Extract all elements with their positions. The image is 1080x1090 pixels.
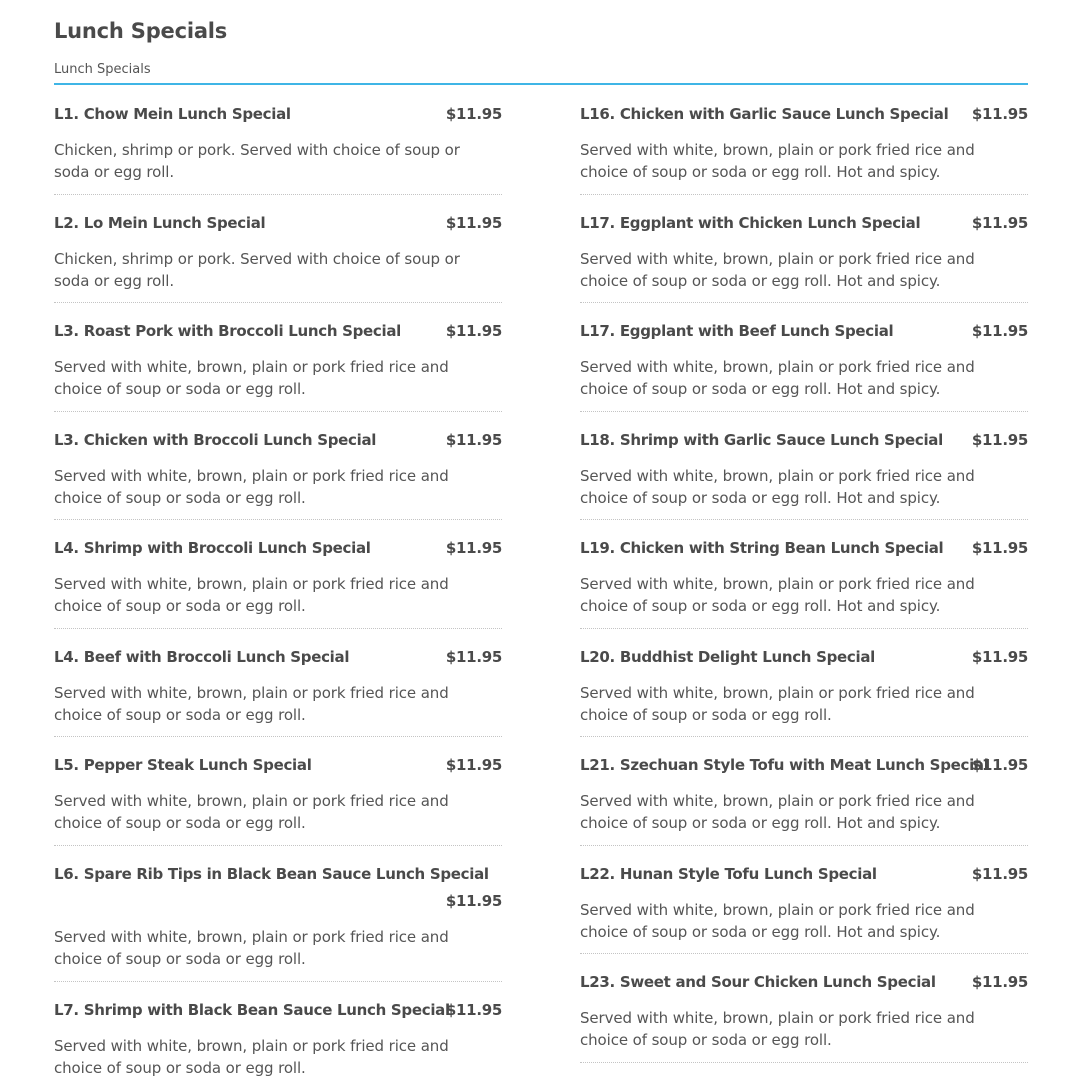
menu-item[interactable] (580, 86, 1028, 195)
menu-item[interactable] (54, 412, 502, 521)
menu-item-name: L16. Chicken with Garlic Sauce Lunch Special (580, 105, 948, 123)
menu-item-price: $11.95 (972, 539, 1028, 557)
menu-item[interactable] (580, 520, 1028, 629)
menu-item-description: Served with white, brown, plain or pork fried rice and choice of soup or soda or egg roll. (54, 573, 494, 617)
menu-item-description: Served with white, brown, plain or pork fried rice and choice of soup or soda or egg roll. (54, 682, 494, 726)
menu-item-name: L18. Shrimp with Garlic Sauce Lunch Special (580, 431, 943, 449)
menu-item[interactable] (54, 195, 502, 304)
menu-item-name: L3. Roast Pork with Broccoli Lunch Special (54, 322, 401, 340)
menu-item-name: L4. Shrimp with Broccoli Lunch Special (54, 539, 371, 557)
menu-item-name: L20. Buddhist Delight Lunch Special (580, 648, 875, 666)
menu-item-description: Served with white, brown, plain or pork fried rice and choice of soup or soda or egg roll. Hot and spicy. (580, 139, 1020, 183)
section-divider (54, 83, 1028, 85)
menu-item[interactable] (54, 520, 502, 629)
menu-item-name: L5. Pepper Steak Lunch Special (54, 756, 312, 774)
menu-item-name: L4. Beef with Broccoli Lunch Special (54, 648, 349, 666)
menu-item-description: Served with white, brown, plain or pork fried rice and choice of soup or soda or egg roll. Hot and spicy. (580, 573, 1020, 617)
menu-item[interactable] (580, 195, 1028, 304)
menu-item-price: $11.95 (972, 322, 1028, 340)
menu-item-price: $11.95 (972, 214, 1028, 232)
menu-item-price: $11.95 (446, 105, 502, 123)
menu-item[interactable] (54, 846, 502, 982)
menu-item[interactable] (54, 629, 502, 738)
menu-item-name: L3. Chicken with Broccoli Lunch Special (54, 431, 376, 449)
menu-item-description: Served with white, brown, plain or pork fried rice and choice of soup or soda or egg roll. Hot and spicy. (580, 899, 1020, 943)
menu-item-price: $11.95 (972, 648, 1028, 666)
menu-item-description: Served with white, brown, plain or pork fried rice and choice of soup or soda or egg roll. (580, 1007, 1020, 1051)
menu-item-name: L17. Eggplant with Chicken Lunch Special (580, 214, 920, 232)
menu-item-name: L1. Chow Mein Lunch Special (54, 105, 291, 123)
menu-item-description: Chicken, shrimp or pork. Served with choice of soup or soda or egg roll. (54, 248, 494, 292)
menu-item-description: Served with white, brown, plain or pork fried rice and choice of soup or soda or egg roll. (54, 790, 494, 834)
menu-item-price: $11.95 (446, 756, 502, 774)
menu-item[interactable] (54, 982, 502, 1090)
menu-item-name: L17. Eggplant with Beef Lunch Special (580, 322, 893, 340)
menu-item-name: L19. Chicken with String Bean Lunch Special (580, 539, 943, 557)
menu-item-name: L21. Szechuan Style Tofu with Meat Lunch Special (580, 756, 989, 774)
menu-item[interactable] (580, 303, 1028, 412)
menu-item-description: Served with white, brown, plain or pork fried rice and choice of soup or soda or egg roll. (54, 926, 494, 970)
menu-item-description: Served with white, brown, plain or pork fried rice and choice of soup or soda or egg roll. (54, 1035, 494, 1079)
menu-item[interactable] (580, 954, 1028, 1063)
menu-item[interactable] (54, 303, 502, 412)
menu-item-description: Served with white, brown, plain or pork fried rice and choice of soup or soda or egg roll. (580, 682, 1020, 726)
menu-item[interactable] (580, 629, 1028, 738)
menu-item-price: $11.95 (446, 892, 502, 910)
menu-item-price: $11.95 (972, 865, 1028, 883)
menu-item-price: $11.95 (446, 1001, 502, 1019)
menu-item-price: $11.95 (972, 756, 1028, 774)
menu-item-description: Chicken, shrimp or pork. Served with choice of soup or soda or egg roll. (54, 139, 494, 183)
menu-item-name: L7. Shrimp with Black Bean Sauce Lunch Special (54, 1001, 450, 1019)
menu-item-price: $11.95 (446, 322, 502, 340)
menu-item-description: Served with white, brown, plain or pork fried rice and choice of soup or soda or egg roll. Hot and spicy. (580, 790, 1020, 834)
menu-item-description: Served with white, brown, plain or pork fried rice and choice of soup or soda or egg roll. Hot and spicy. (580, 356, 1020, 400)
menu-item-description: Served with white, brown, plain or pork fried rice and choice of soup or soda or egg roll. Hot and spicy. (580, 465, 1020, 509)
menu-item-price: $11.95 (446, 214, 502, 232)
menu-item-name: L23. Sweet and Sour Chicken Lunch Special (580, 973, 936, 991)
menu-item-description: Served with white, brown, plain or pork fried rice and choice of soup or soda or egg roll. (54, 465, 494, 509)
menu-column-left (54, 86, 502, 1090)
menu-item-name: L6. Spare Rib Tips in Black Bean Sauce Lunch Special (54, 865, 489, 883)
menu-item-name: L22. Hunan Style Tofu Lunch Special (580, 865, 877, 883)
menu-item-price: $11.95 (972, 431, 1028, 449)
menu-item-price: $11.95 (972, 973, 1028, 991)
page-title: Lunch Specials (54, 19, 227, 43)
menu-item-description: Served with white, brown, plain or pork fried rice and choice of soup or soda or egg roll. (54, 356, 494, 400)
menu-item-price: $11.95 (972, 105, 1028, 123)
menu-item-price: $11.95 (446, 431, 502, 449)
menu-item[interactable] (580, 412, 1028, 521)
menu-item-description: Served with white, brown, plain or pork fried rice and choice of soup or soda or egg roll. Hot and spicy. (580, 248, 1020, 292)
menu-item-price: $11.95 (446, 648, 502, 666)
menu-item-price: $11.95 (446, 539, 502, 557)
menu-item[interactable] (580, 846, 1028, 955)
menu-item[interactable] (54, 737, 502, 846)
section-label: Lunch Specials (54, 62, 151, 77)
menu-column-right (580, 86, 1028, 1063)
menu-item-name: L2. Lo Mein Lunch Special (54, 214, 265, 232)
menu-item[interactable] (580, 737, 1028, 846)
menu-item[interactable] (54, 86, 502, 195)
